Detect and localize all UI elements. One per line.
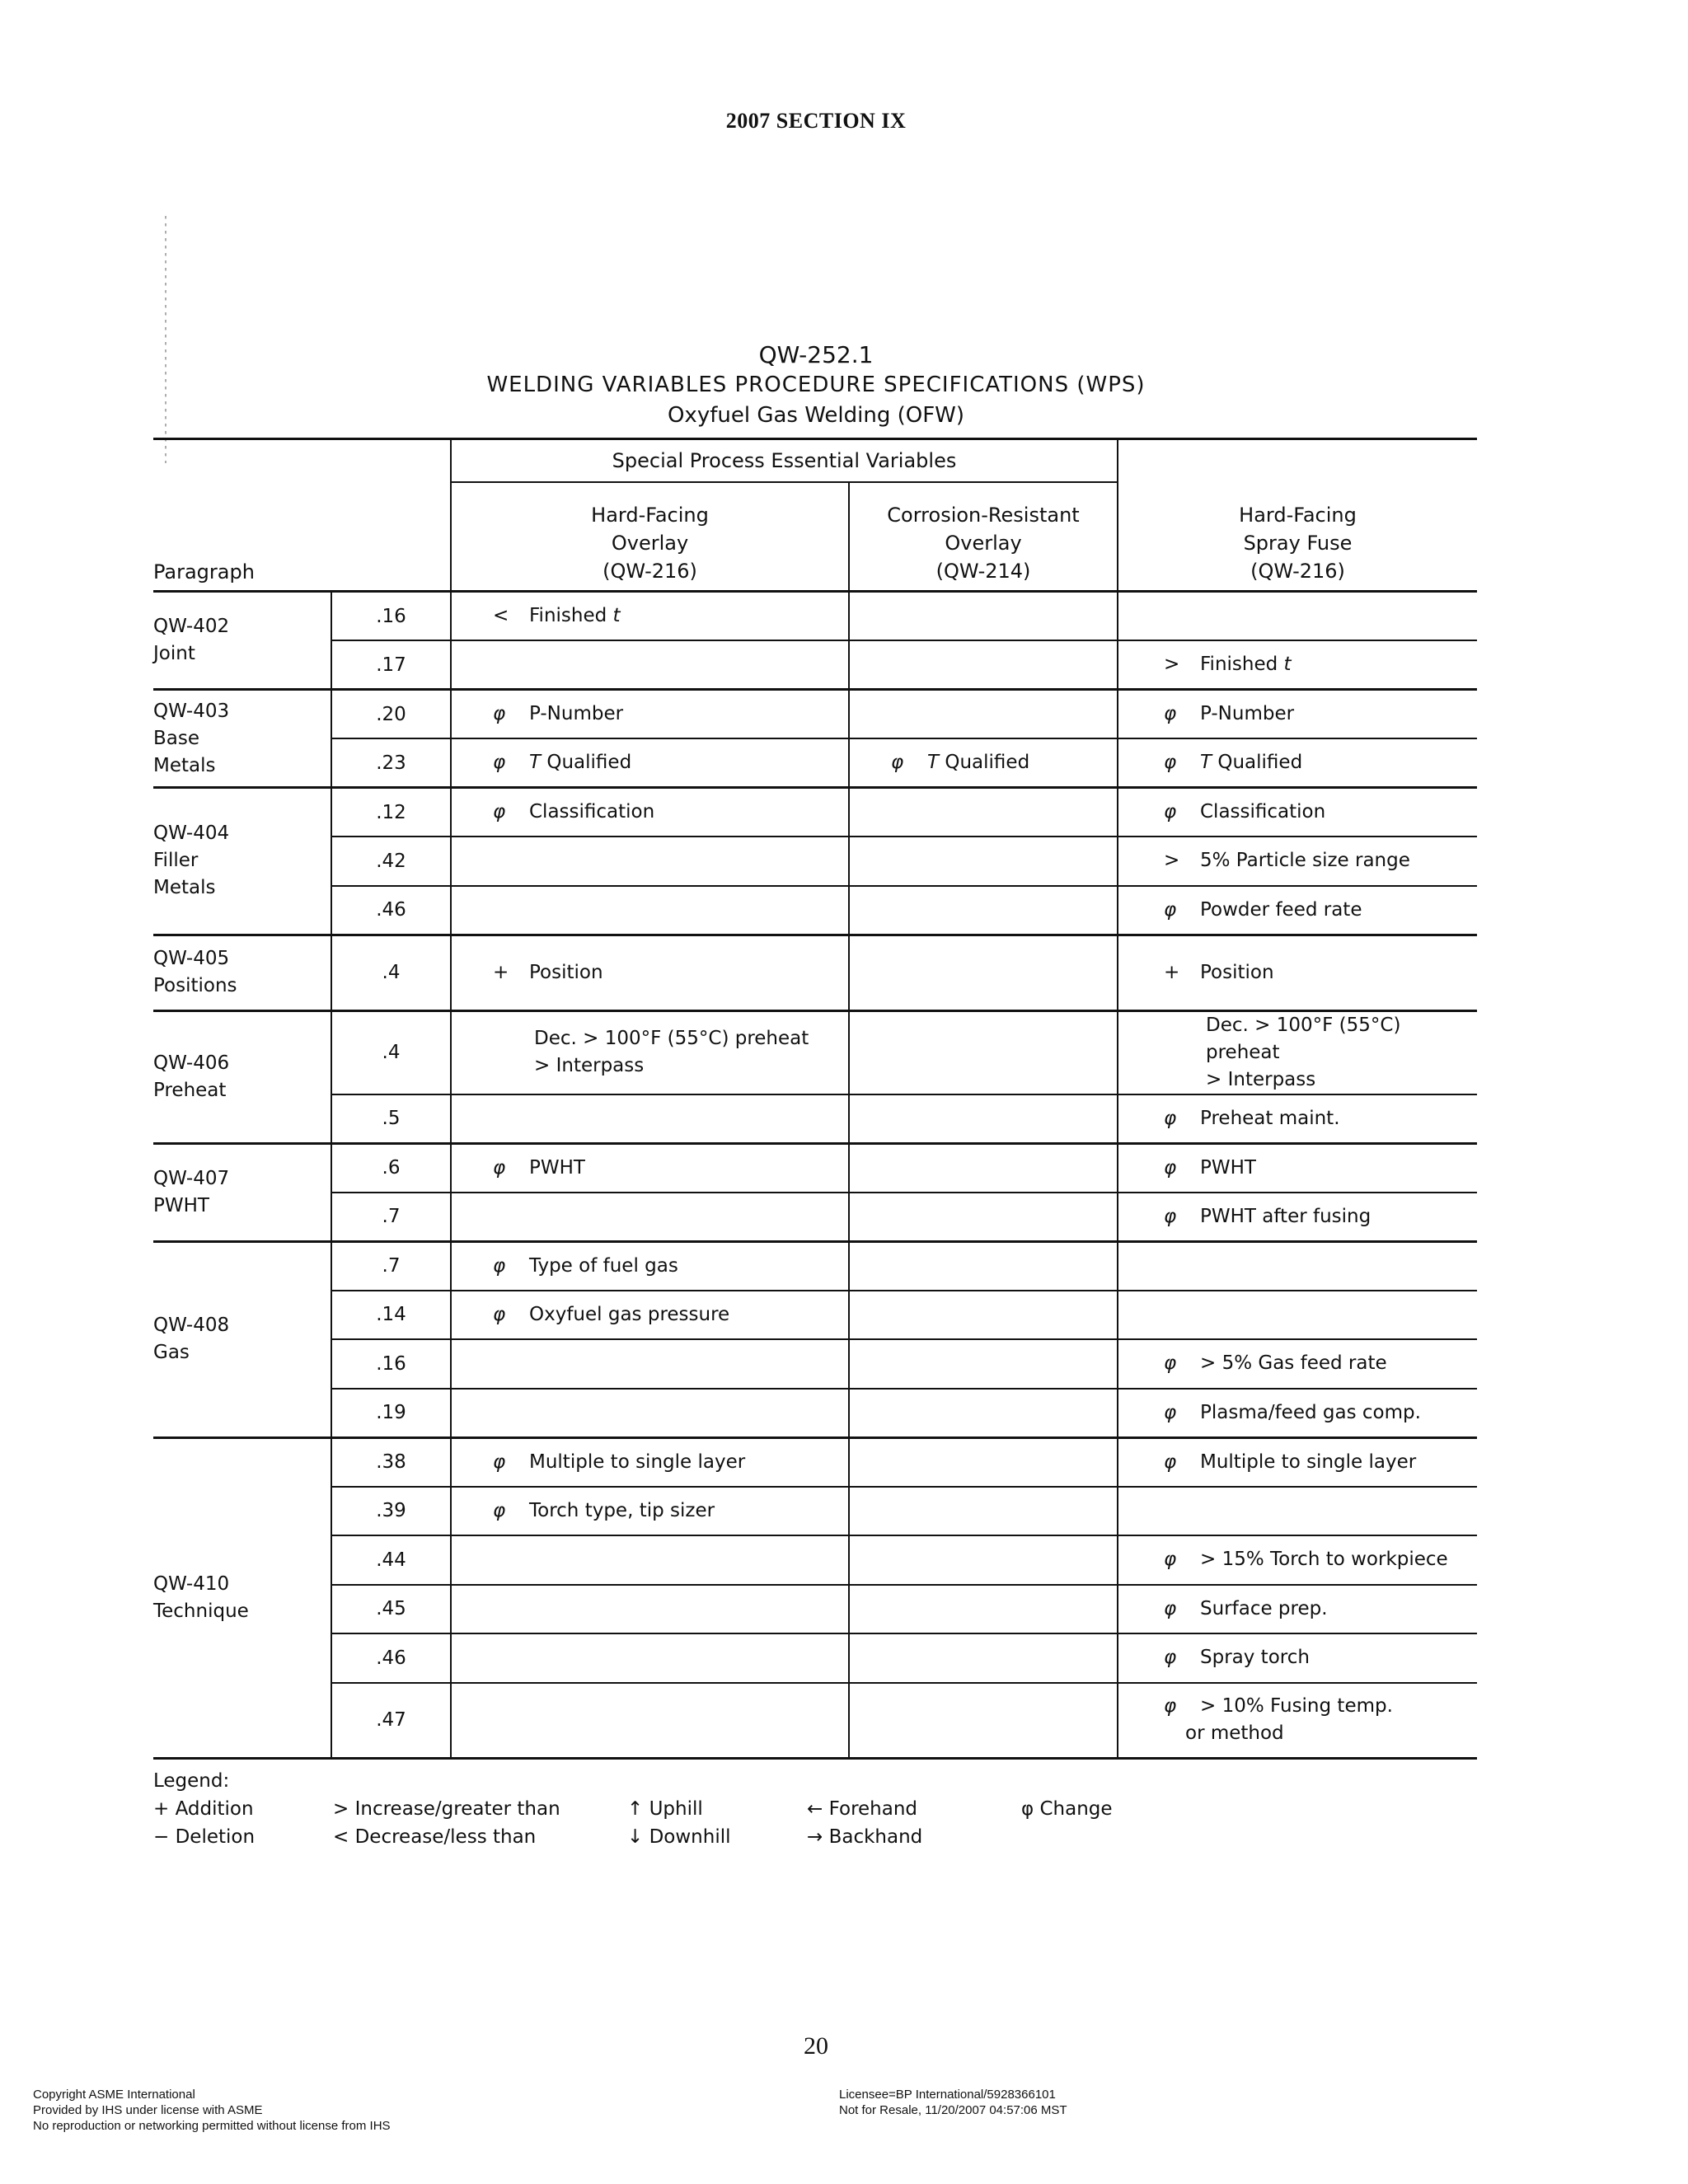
- footer-copyright: Copyright ASME International Provided by IHS under license with ASME No reproduction or networking permitted without license from IHS: [33, 2088, 391, 2133]
- cell-text: PWHT: [1200, 1156, 1256, 1179]
- table-titles: [0, 340, 1632, 431]
- paragraph-line: Gas: [153, 1342, 190, 1363]
- operator-symbol: +: [493, 961, 509, 983]
- cell-text: Qualified: [546, 752, 632, 773]
- subparagraph-number: .12: [331, 788, 451, 837]
- cell-corrosion-resistant-overlay: [849, 1339, 1118, 1389]
- cell-text: Spray torch: [1200, 1647, 1310, 1669]
- cell-text: PWHT: [529, 1156, 585, 1179]
- paragraph-line: QW-406: [153, 1052, 230, 1074]
- paragraph-line: Base: [153, 727, 200, 749]
- subparagraph-number: .16: [331, 1339, 451, 1389]
- cell-hard-facing-spray-fuse: [1118, 1143, 1477, 1193]
- cell-hard-facing-overlay: [451, 1010, 849, 1094]
- cell-corrosion-resistant-overlay: [849, 1193, 1118, 1242]
- table-row: [153, 1437, 1477, 1487]
- cell-corrosion-resistant-overlay: [849, 935, 1118, 1010]
- cell-hard-facing-spray-fuse: [1118, 592, 1477, 641]
- legend-item: ← Forehand: [807, 1798, 918, 1820]
- variable-t: t: [1283, 654, 1292, 675]
- legend-item: → Backhand: [807, 1826, 923, 1848]
- change-symbol: φ: [1164, 1451, 1177, 1473]
- subparagraph-number: .17: [331, 640, 451, 690]
- cell-text: Torch type, tip sizer: [529, 1499, 715, 1521]
- paragraph-header: Paragraph: [153, 482, 451, 592]
- legend-item: < Decrease/less than: [333, 1826, 537, 1848]
- paragraph-line: QW-405: [153, 948, 230, 969]
- cell-line: or method: [1185, 1722, 1284, 1745]
- cell-hard-facing-spray-fuse: [1118, 1633, 1477, 1683]
- table-subtitle: Oxyfuel Gas Welding (OFW): [667, 403, 965, 428]
- table-row: [153, 738, 1477, 788]
- cell-hard-facing-overlay: [451, 788, 849, 837]
- change-symbol: φ: [1164, 1205, 1177, 1227]
- cell-corrosion-resistant-overlay: [849, 788, 1118, 837]
- subparagraph-number: .7: [331, 1241, 451, 1291]
- subparagraph-number: .38: [331, 1437, 451, 1487]
- cell-hard-facing-overlay: [451, 1291, 849, 1340]
- change-symbol: φ: [1164, 1156, 1177, 1179]
- cell-corrosion-resistant-overlay: [849, 592, 1118, 641]
- paragraph-line: QW-407: [153, 1167, 230, 1189]
- cell-hard-facing-spray-fuse: [1118, 1193, 1477, 1242]
- table-row: [153, 640, 1477, 690]
- table-row: [153, 1487, 1477, 1536]
- legend-item: − Deletion: [153, 1826, 256, 1848]
- cell-hard-facing-overlay: [451, 1389, 849, 1438]
- subparagraph-number: .6: [331, 1143, 451, 1193]
- header-row-group: [153, 439, 1477, 483]
- paragraph-label: [153, 935, 331, 1010]
- cell-text: Plasma/feed gas comp.: [1200, 1401, 1421, 1423]
- cell-corrosion-resistant-overlay: [849, 1143, 1118, 1193]
- table-row: [153, 1291, 1477, 1340]
- change-symbol: φ: [493, 1303, 506, 1325]
- footer-license: Licensee=BP International/5928366101 Not for Resale, 11/20/2007 04:57:06 MST: [839, 2088, 1067, 2117]
- change-symbol: φ: [1164, 801, 1177, 823]
- paragraph-label: [153, 1241, 331, 1437]
- cell-hard-facing-overlay: [451, 935, 849, 1010]
- change-symbol: φ: [1164, 1597, 1177, 1619]
- subparagraph-number: .14: [331, 1291, 451, 1340]
- cell-text: Finished: [1200, 654, 1278, 675]
- cell-hard-facing-spray-fuse: [1118, 1437, 1477, 1487]
- table-row: [153, 1010, 1477, 1094]
- change-symbol: φ: [1164, 1401, 1177, 1423]
- cell-text: Preheat maint.: [1200, 1107, 1340, 1129]
- table-row: [153, 788, 1477, 837]
- cell-hard-facing-overlay: [451, 1193, 849, 1242]
- cell-line: Dec. > 100°F (55°C) preheat: [1206, 1014, 1401, 1063]
- variable-t: T: [1200, 752, 1212, 773]
- cell-hard-facing-overlay: [451, 690, 849, 739]
- change-symbol: φ: [1164, 1352, 1177, 1375]
- legend-item: ↓ Downhill: [627, 1826, 731, 1848]
- cell-text: 5% Particle size range: [1200, 850, 1410, 872]
- header-row-columns: [153, 482, 1477, 592]
- table-row: [153, 1535, 1477, 1585]
- paragraph-line: PWHT: [153, 1194, 209, 1216]
- cell-text: P-Number: [1200, 703, 1295, 724]
- table-row: [153, 1389, 1477, 1438]
- cell-text: Classification: [1200, 801, 1326, 823]
- change-symbol: φ: [1164, 1107, 1177, 1129]
- paragraph-line: Metals: [153, 877, 216, 899]
- cell-hard-facing-overlay: [451, 1633, 849, 1683]
- operator-symbol: +: [1164, 961, 1180, 983]
- cell-corrosion-resistant-overlay: [849, 640, 1118, 690]
- change-symbol: φ: [493, 752, 506, 773]
- cell-hard-facing-overlay: [451, 1437, 849, 1487]
- cell-text: Multiple to single layer: [1200, 1451, 1417, 1473]
- cell-hard-facing-overlay: [451, 1241, 849, 1291]
- change-symbol: φ: [493, 703, 506, 724]
- cell-corrosion-resistant-overlay: [849, 738, 1118, 788]
- cell-line: > Interpass: [1206, 1068, 1316, 1090]
- subparagraph-number: .4: [331, 935, 451, 1010]
- cell-hard-facing-overlay: [451, 1535, 849, 1585]
- paragraph-line: QW-402: [153, 616, 230, 637]
- cell-text: > 10% Fusing temp.: [1200, 1695, 1393, 1718]
- subparagraph-number: .5: [331, 1094, 451, 1144]
- cell-hard-facing-spray-fuse: [1118, 1585, 1477, 1634]
- subparagraph-number: .23: [331, 738, 451, 788]
- cell-corrosion-resistant-overlay: [849, 1389, 1118, 1438]
- cell-hard-facing-overlay: [451, 1094, 849, 1144]
- cell-text: Qualified: [1217, 752, 1303, 773]
- legend: [153, 1767, 1186, 1851]
- subparagraph-number: .4: [331, 1010, 451, 1094]
- subparagraph-number: .39: [331, 1487, 451, 1536]
- change-symbol: φ: [1164, 703, 1177, 724]
- table-row: [153, 1339, 1477, 1389]
- variable-t: T: [529, 752, 542, 773]
- subparagraph-number: .46: [331, 886, 451, 935]
- change-symbol: φ: [493, 1451, 506, 1473]
- change-symbol: φ: [493, 1499, 506, 1521]
- cell-text: > 5% Gas feed rate: [1200, 1352, 1387, 1375]
- table-row: [153, 1585, 1477, 1634]
- cell-corrosion-resistant-overlay: [849, 1094, 1118, 1144]
- subparagraph-number: .44: [331, 1535, 451, 1585]
- legend-item: [1021, 1823, 1186, 1851]
- paragraph-line: Filler: [153, 850, 199, 872]
- change-symbol: φ: [493, 801, 506, 823]
- paragraph-line: Technique: [153, 1600, 249, 1622]
- table-row: [153, 1193, 1477, 1242]
- paragraph-line: QW-403: [153, 700, 230, 722]
- change-symbol: φ: [1164, 1549, 1177, 1571]
- cell-line: Dec. > 100°F (55°C) preheat: [534, 1028, 809, 1049]
- cell-text: Position: [529, 961, 603, 983]
- cell-hard-facing-overlay: [451, 837, 849, 886]
- cell-hard-facing-spray-fuse: [1118, 837, 1477, 886]
- table-row: [153, 592, 1477, 641]
- cell-hard-facing-spray-fuse: [1118, 1683, 1477, 1759]
- paragraph-label: [153, 1143, 331, 1241]
- table-row: [153, 1633, 1477, 1683]
- table-row: [153, 886, 1477, 935]
- table-row: [153, 690, 1477, 739]
- change-symbol: φ: [1164, 1647, 1177, 1669]
- cell-hard-facing-overlay: [451, 640, 849, 690]
- legend-item: φ Change: [1021, 1798, 1113, 1820]
- table-title: WELDING VARIABLES PROCEDURE SPECIFICATIONS (WPS): [486, 373, 1146, 397]
- table-row: [153, 1143, 1477, 1193]
- cell-hard-facing-spray-fuse: [1118, 640, 1477, 690]
- change-symbol: φ: [493, 1254, 506, 1277]
- cell-hard-facing-spray-fuse: [1118, 690, 1477, 739]
- paragraph-label: [153, 1010, 331, 1143]
- cell-hard-facing-overlay: [451, 886, 849, 935]
- subparagraph-number: .19: [331, 1389, 451, 1438]
- legend-item: + Addition: [153, 1798, 254, 1820]
- column-header-hard-facing-overlay: Hard-Facing Overlay (QW-216): [451, 482, 849, 592]
- variable-t: T: [927, 752, 940, 773]
- subparagraph-number: .45: [331, 1585, 451, 1634]
- cell-corrosion-resistant-overlay: [849, 1291, 1118, 1340]
- cell-hard-facing-spray-fuse: [1118, 1010, 1477, 1094]
- subparagraph-number: .7: [331, 1193, 451, 1242]
- legend-item: ↑ Uphill: [627, 1798, 703, 1820]
- paragraph-line: QW-404: [153, 823, 230, 845]
- cell-hard-facing-overlay: [451, 1585, 849, 1634]
- cell-text: Position: [1200, 961, 1274, 983]
- cell-corrosion-resistant-overlay: [849, 1683, 1118, 1759]
- operator-symbol: >: [1164, 654, 1180, 675]
- cell-hard-facing-spray-fuse: [1118, 1094, 1477, 1144]
- column-header-hard-facing-spray-fuse: Hard-Facing Spray Fuse (QW-216): [1118, 482, 1477, 592]
- cell-text: Classification: [529, 801, 655, 823]
- cell-corrosion-resistant-overlay: [849, 1535, 1118, 1585]
- cell-hard-facing-spray-fuse: [1118, 886, 1477, 935]
- table-row: [153, 1241, 1477, 1291]
- change-symbol: φ: [1164, 1695, 1177, 1718]
- paragraph-line: Positions: [153, 975, 237, 996]
- cell-hard-facing-overlay: [451, 592, 849, 641]
- paragraph-line: Joint: [153, 643, 195, 664]
- cell-hard-facing-spray-fuse: [1118, 738, 1477, 788]
- change-symbol: φ: [493, 1156, 506, 1179]
- cell-hard-facing-spray-fuse: [1118, 1389, 1477, 1438]
- cell-hard-facing-spray-fuse: [1118, 1487, 1477, 1536]
- column-header-corrosion-resistant-overlay: Corrosion-Resistant Overlay (QW-214): [849, 482, 1118, 592]
- cell-text: Type of fuel gas: [529, 1254, 678, 1277]
- cell-corrosion-resistant-overlay: [849, 1010, 1118, 1094]
- subparagraph-number: .46: [331, 1633, 451, 1683]
- legend-item: > Increase/greater than: [333, 1798, 560, 1820]
- cell-hard-facing-overlay: [451, 1487, 849, 1536]
- variables-table: [153, 438, 1477, 1760]
- subparagraph-number: .42: [331, 837, 451, 886]
- table-row: [153, 1094, 1477, 1144]
- subparagraph-number: .47: [331, 1683, 451, 1759]
- change-symbol: φ: [1164, 898, 1177, 921]
- cell-corrosion-resistant-overlay: [849, 690, 1118, 739]
- cell-hard-facing-spray-fuse: [1118, 935, 1477, 1010]
- cell-hard-facing-overlay: [451, 1339, 849, 1389]
- operator-symbol: >: [1164, 850, 1180, 872]
- operator-symbol: <: [493, 605, 509, 626]
- paragraph-label: [153, 1437, 331, 1759]
- cell-hard-facing-overlay: [451, 738, 849, 788]
- group-header: Special Process Essential Variables: [451, 439, 1118, 483]
- cell-corrosion-resistant-overlay: [849, 1487, 1118, 1536]
- cell-corrosion-resistant-overlay: [849, 1241, 1118, 1291]
- table-number: QW-252.1: [758, 341, 874, 368]
- page-number: 20: [804, 2032, 828, 2060]
- paragraph-line: QW-408: [153, 1315, 230, 1336]
- cell-text: Qualified: [945, 752, 1030, 773]
- cell-text: Surface prep.: [1200, 1597, 1328, 1619]
- legend-title: Legend:: [153, 1770, 230, 1792]
- paragraph-line: Metals: [153, 754, 216, 776]
- paragraph-label: [153, 592, 331, 690]
- paragraph-line: Preheat: [153, 1079, 227, 1101]
- cell-text: Oxyfuel gas pressure: [529, 1303, 730, 1325]
- cell-hard-facing-spray-fuse: [1118, 1339, 1477, 1389]
- paragraph-label: [153, 788, 331, 935]
- cell-text: Finished: [529, 605, 607, 626]
- cell-text: P-Number: [529, 703, 624, 724]
- cell-corrosion-resistant-overlay: [849, 1585, 1118, 1634]
- cell-text: Powder feed rate: [1200, 898, 1362, 921]
- subparagraph-number: .16: [331, 592, 451, 641]
- cell-text: > 15% Torch to workpiece: [1200, 1549, 1448, 1571]
- cell-hard-facing-overlay: [451, 1143, 849, 1193]
- variable-t: t: [612, 605, 621, 626]
- cell-hard-facing-spray-fuse: [1118, 788, 1477, 837]
- cell-text: PWHT after fusing: [1200, 1205, 1372, 1227]
- change-symbol: φ: [1164, 752, 1177, 773]
- subparagraph-number: .20: [331, 690, 451, 739]
- page-header: 2007 SECTION IX: [725, 109, 907, 133]
- table-row: [153, 1683, 1477, 1759]
- cell-corrosion-resistant-overlay: [849, 1633, 1118, 1683]
- cell-hard-facing-spray-fuse: [1118, 1241, 1477, 1291]
- cell-hard-facing-spray-fuse: [1118, 1535, 1477, 1585]
- table-row: [153, 837, 1477, 886]
- cell-line: > Interpass: [534, 1055, 645, 1076]
- cell-corrosion-resistant-overlay: [849, 886, 1118, 935]
- paragraph-label: [153, 690, 331, 788]
- cell-corrosion-resistant-overlay: [849, 837, 1118, 886]
- cell-hard-facing-overlay: [451, 1683, 849, 1759]
- cell-hard-facing-spray-fuse: [1118, 1291, 1477, 1340]
- paragraph-line: QW-410: [153, 1572, 230, 1595]
- table-row: [153, 935, 1477, 1010]
- change-symbol: φ: [891, 752, 904, 773]
- cell-corrosion-resistant-overlay: [849, 1437, 1118, 1487]
- cell-text: Multiple to single layer: [529, 1451, 746, 1473]
